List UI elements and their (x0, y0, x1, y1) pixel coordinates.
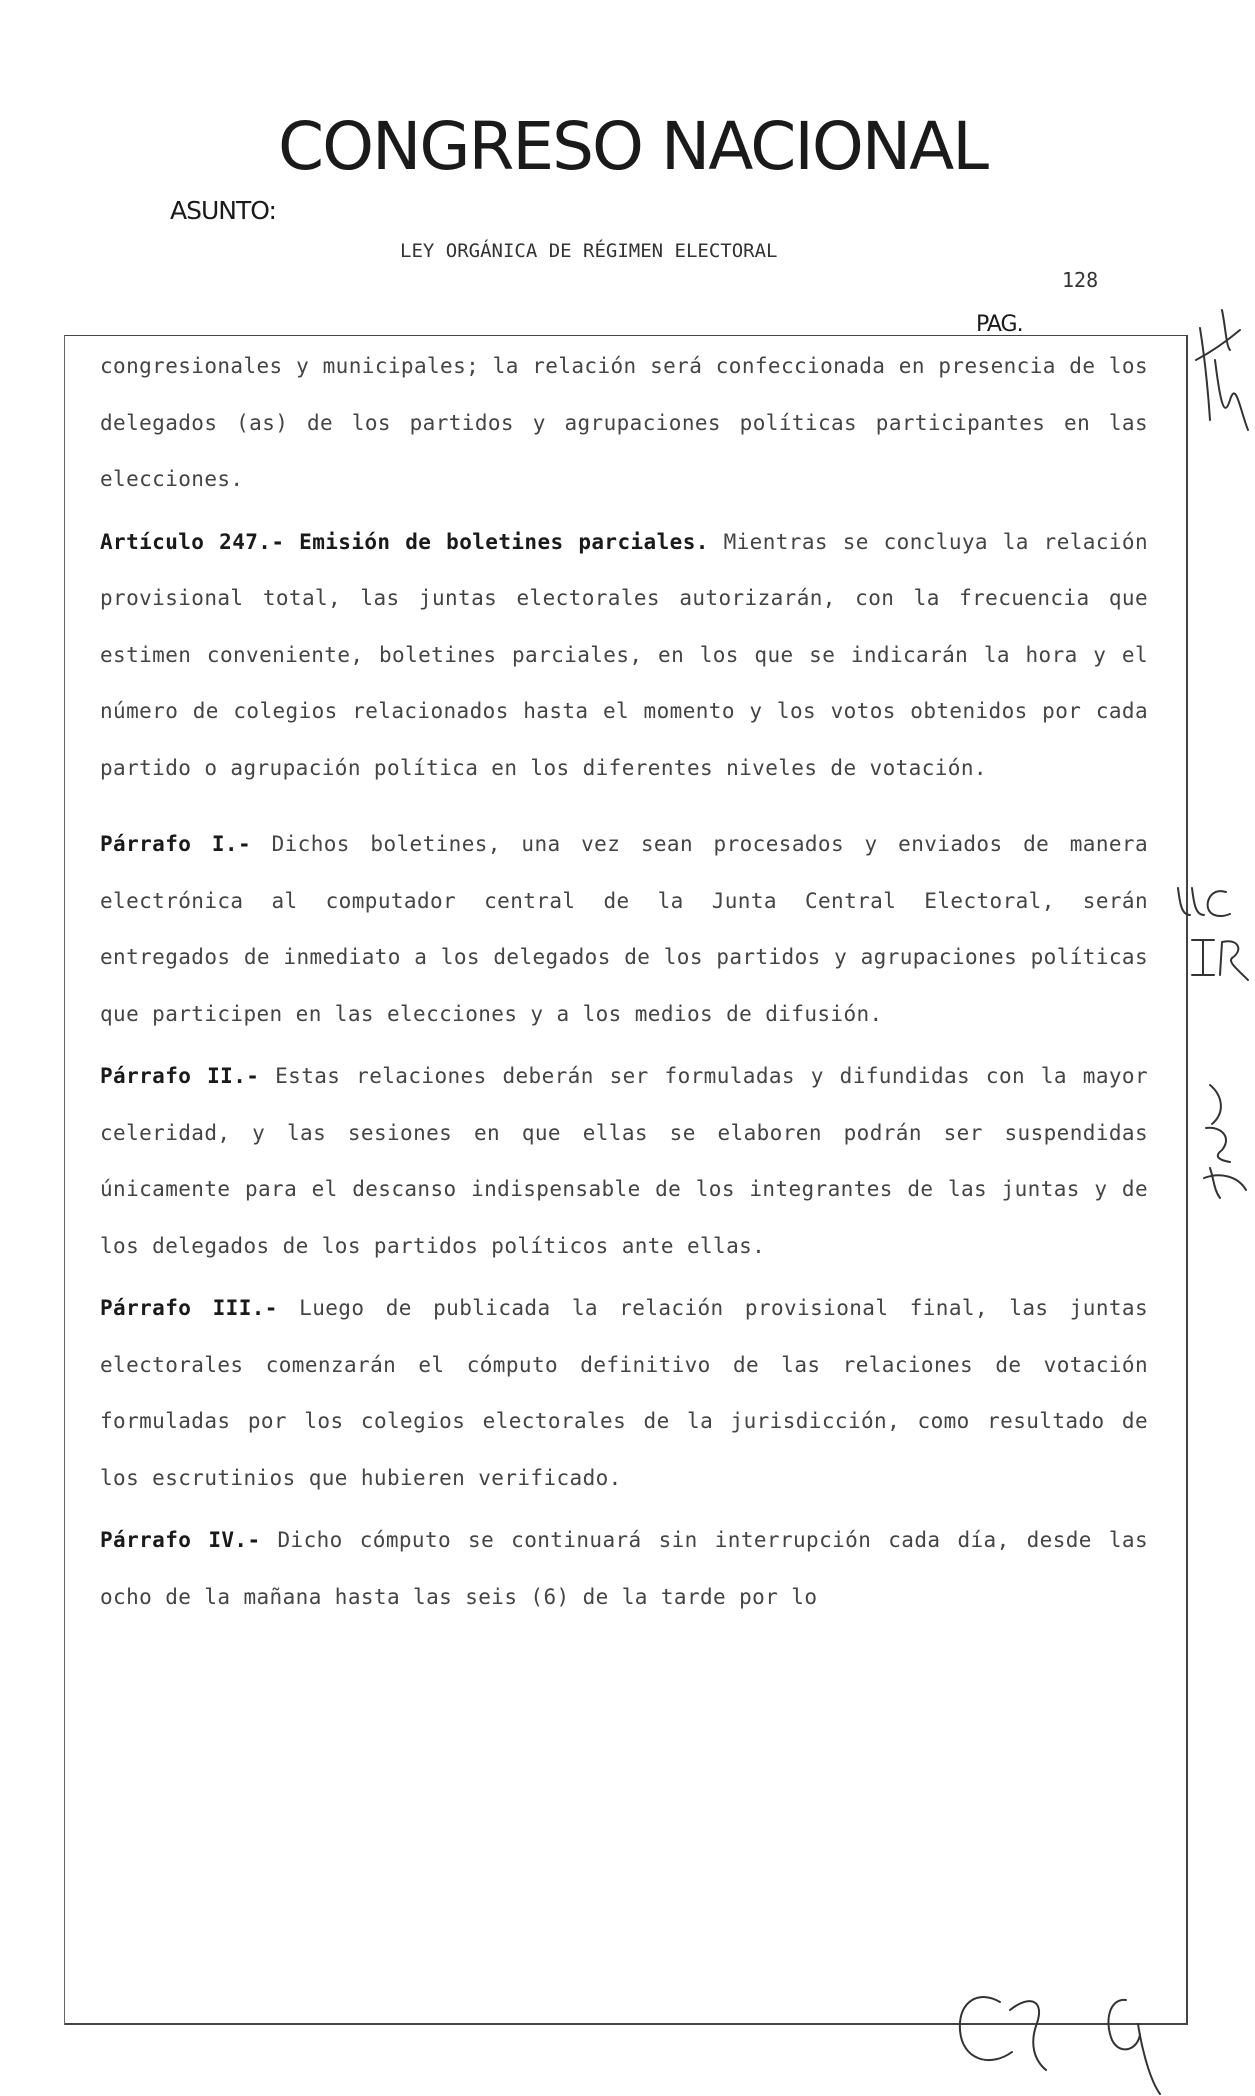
initials-ir (1192, 940, 1248, 980)
asunto-label: ASUNTO: (170, 196, 276, 225)
paragraph-label: Párrafo II.- (100, 1064, 260, 1088)
paragraph-text: Dicho cómputo se continuará sin interrupción cada día, desde las ocho de la mañana hasta las seis (6) de la tarde por lo (100, 1528, 1148, 1609)
pag-label: PAG. (976, 312, 1023, 337)
paragraph-1 (100, 816, 1148, 1042)
paragraph-2 (100, 1048, 1148, 1274)
page-frame-left-edge (64, 335, 65, 2025)
signature-top-right (1196, 310, 1248, 430)
paragraph-text: Dichos boletines, una vez sean procesados y enviados de manera electrónica al computador central de la Junta Central Electoral, serán entregados de inmediato a los delegados de los partidos y agrupaciones políticas que participen en las elecciones y a los medios de difusión. (100, 832, 1148, 1026)
paragraph-label: Párrafo I.- (100, 832, 252, 856)
article-heading: Artículo 247.- Emisión de boletines parciales. (100, 529, 709, 554)
paragraph-label: Párrafo III.- (100, 1296, 278, 1320)
document-body (100, 338, 1148, 1625)
paragraph-4 (100, 1512, 1148, 1625)
paragraph-3 (100, 1280, 1148, 1506)
intro-paragraph: congresionales y municipales; la relación será confeccionada en presencia de los delegados (as) de los partidos y agrupaciones políticas participantes en las elecciones. (100, 354, 1148, 491)
signature-margin-vertical (1204, 1085, 1246, 1198)
article-text: Mientras se concluya la relación provisional total, las juntas electorales autorizarán, con la frecuencia que estimen conveniente, boletines parciales, en los que se indicarán la hora y el número de colegios relacionados hasta el momento y los votos obtenidos por cada partido o agrupación política en los diferentes niveles de votación. (100, 529, 1148, 780)
document-subject: LEY ORGÁNICA DE RÉGIMEN ELECTORAL (400, 240, 778, 262)
article-247 (100, 514, 1148, 797)
paragraph-text: Estas relaciones deberán ser formuladas y difundidas con la mayor celeridad, y las sesiones en que ellas se elaboren podrán ser suspendidas únicamente para el descanso indispensable de los integrantes de las juntas y de los delegados de los partidos políticos ante ellas. (100, 1064, 1148, 1258)
paragraph-text: Luego de publicada la relación provisional final, las juntas electorales comenzarán el cómputo definitivo de las relaciones de votación formuladas por los colegios electorales de la jurisdicción, como resultado de los escrutinios que hubieren verificado. (100, 1296, 1148, 1490)
page-number: 128 (1062, 268, 1099, 292)
paragraph-label: Párrafo IV.- (100, 1528, 261, 1552)
header-title: CONGRESO NACIONAL (278, 108, 988, 185)
